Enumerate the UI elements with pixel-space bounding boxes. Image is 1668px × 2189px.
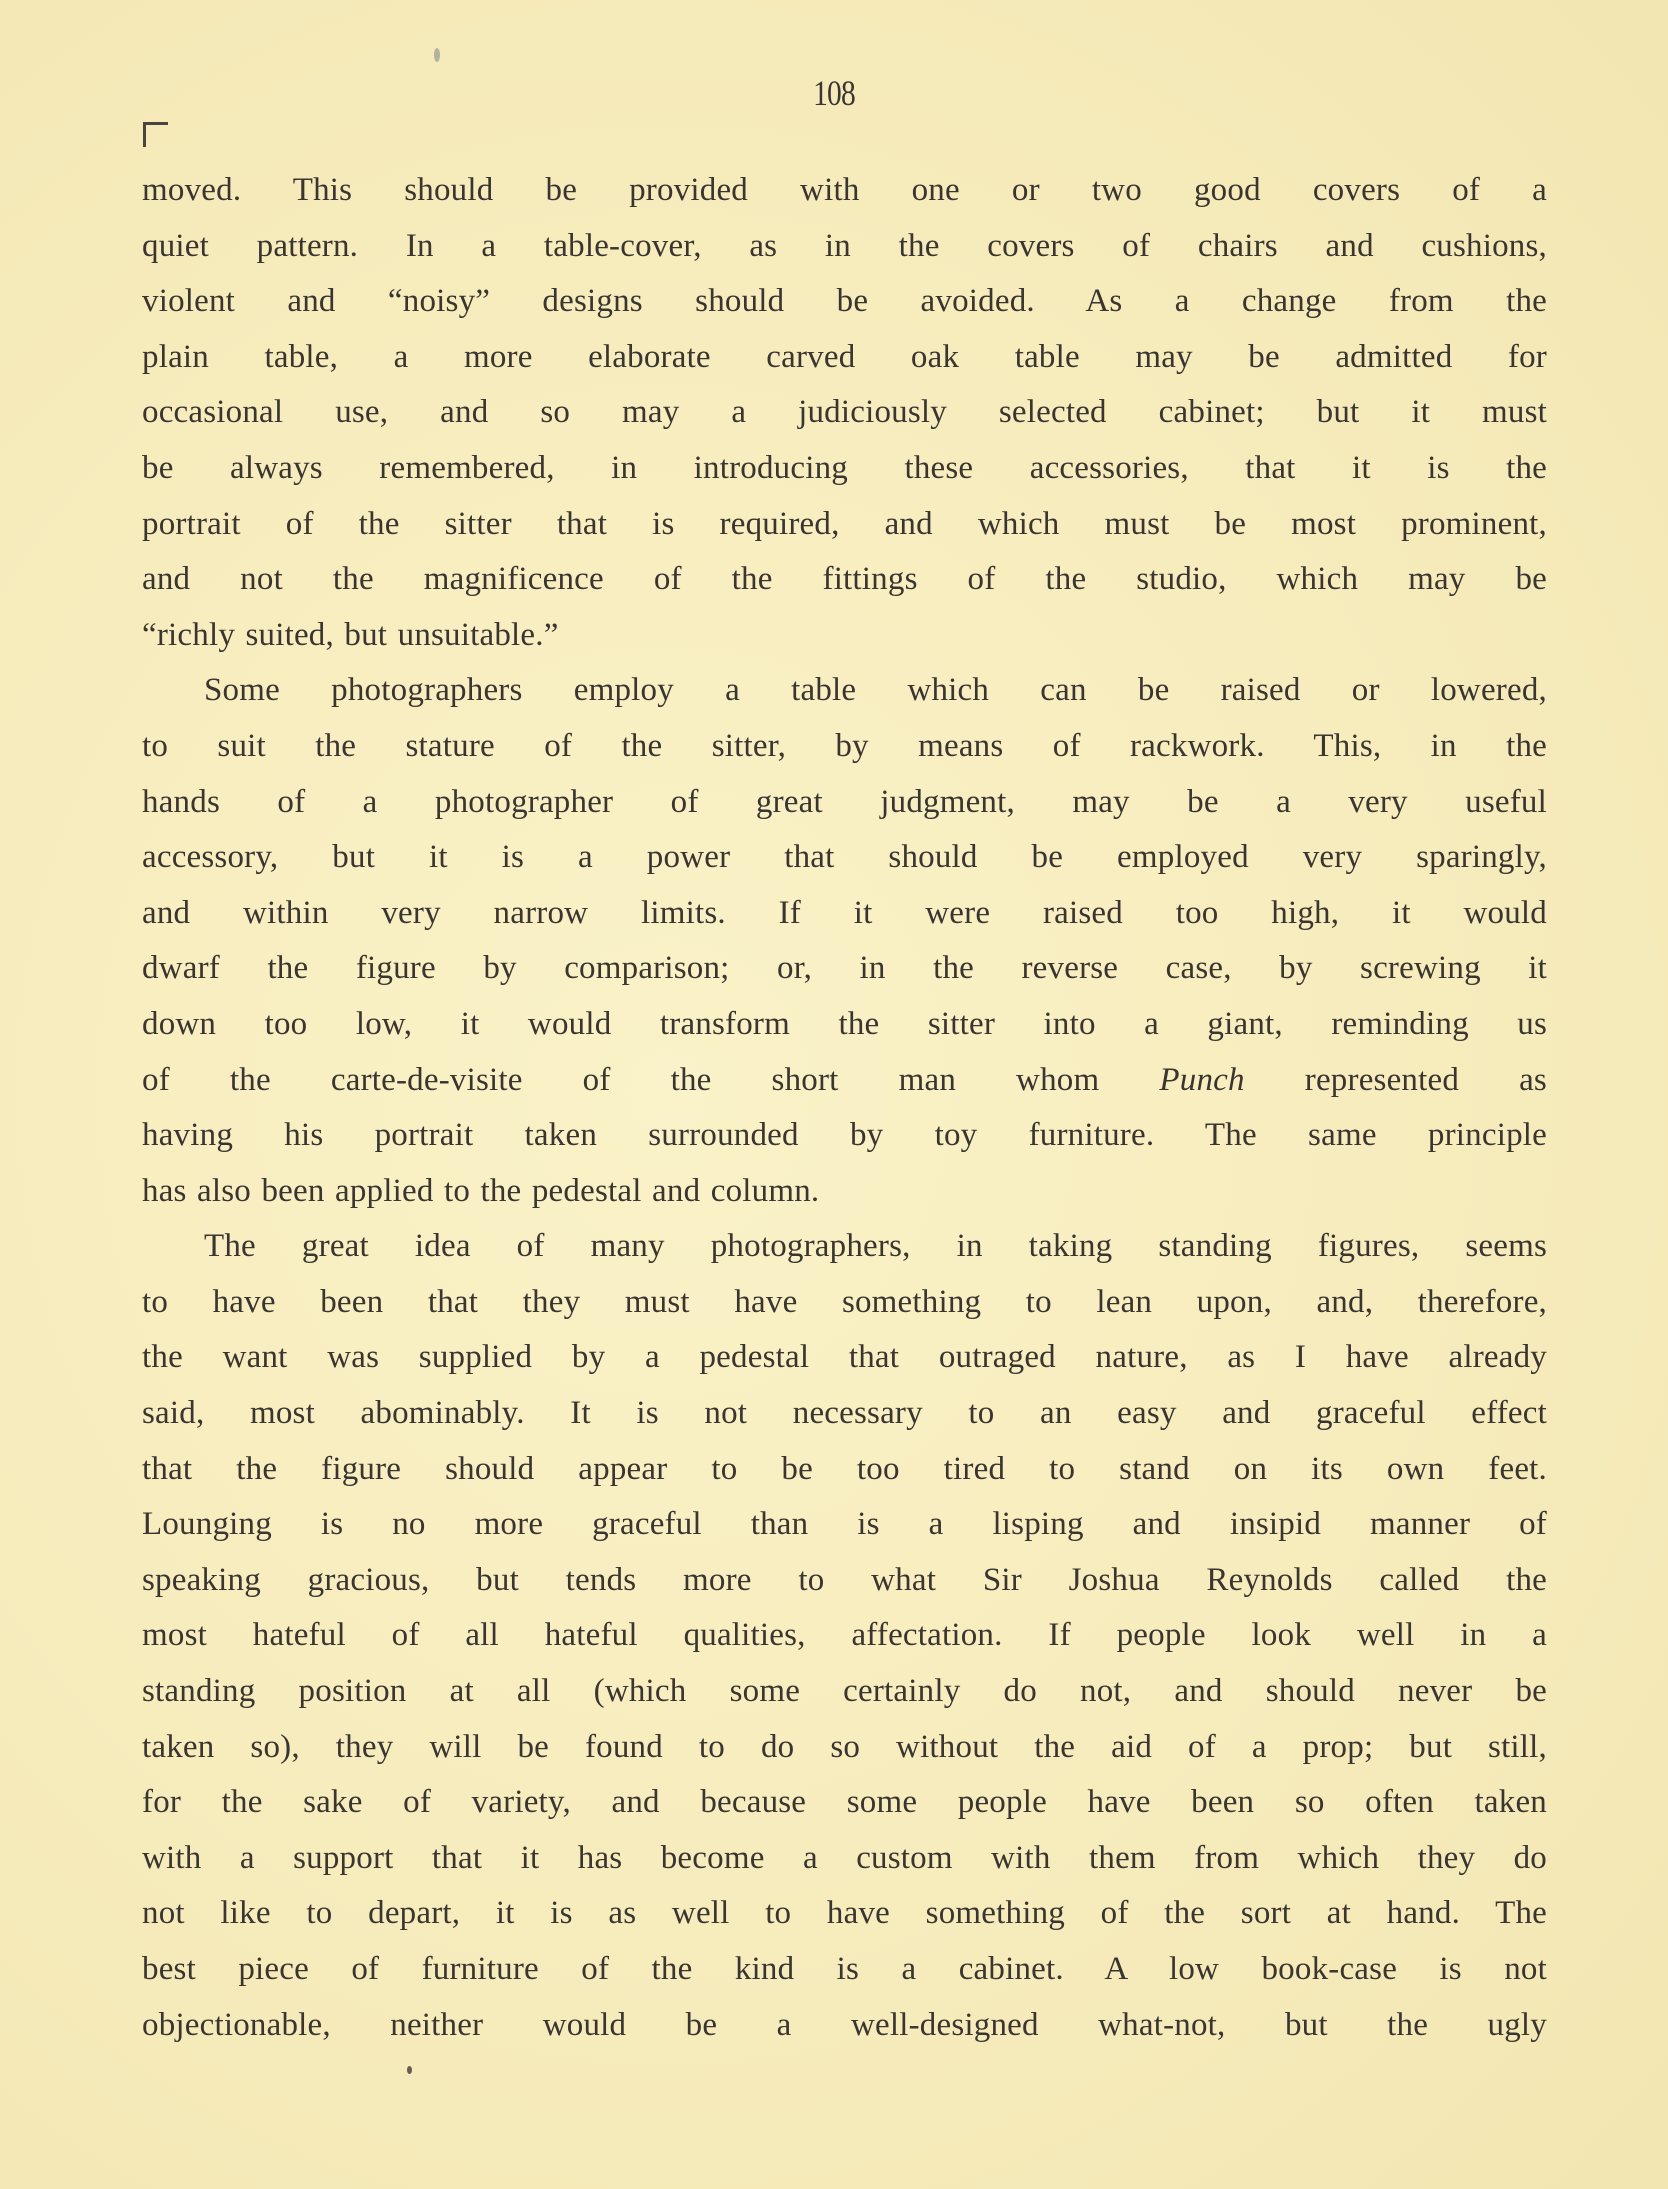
text-line: to suit the stature of the sitter, by means of rackwork. This, in the: [142, 727, 1547, 764]
text-line: quiet pattern. In a table-cover, as in the covers of chairs and cushions,: [142, 227, 1547, 264]
text-line: plain table, a more elaborate carved oak table may be admitted for: [142, 338, 1547, 375]
text-line: taken so), they will be found to do so without the aid of a prop; but still,: [142, 1728, 1547, 1765]
text-line: most hateful of all hateful qualities, affectation. If people look well in a: [142, 1617, 1547, 1654]
text-line: that the figure should appear to be too tired to stand on its own feet.: [142, 1450, 1547, 1487]
text-line: portrait of the sitter that is required, and which must be most prominent,: [142, 505, 1547, 542]
page-number: 108: [813, 73, 855, 113]
text-line: to have been that they must have something to lean upon, and, therefore,: [142, 1283, 1547, 1320]
text-line: occasional use, and so may a judiciously selected cabinet; but it must: [142, 394, 1547, 431]
text-line: hands of a photographer of great judgment, may be a very useful: [142, 783, 1547, 820]
scan-dot: [407, 2066, 412, 2074]
italic-title: Punch: [1159, 1061, 1245, 1098]
text-line: be always remembered, in introducing these accessories, that it is the: [142, 449, 1547, 486]
text-line: with a support that it has become a custom with them from which they do: [142, 1839, 1547, 1876]
corner-mark-icon: [143, 122, 168, 147]
text-line: [142, 1053, 1547, 1109]
body-text: [142, 163, 1547, 2053]
text-line: moved. This should be provided with one or two good covers of a: [142, 172, 1547, 208]
scan-smudge: [434, 48, 440, 62]
text-line: and not the magnificence of the fittings of the studio, which may be: [142, 561, 1547, 598]
text-segment: of the carte-de-visite of the short man whom: [142, 1061, 1160, 1098]
text-line: Some photographers employ a table which can be raised or lowered,: [204, 672, 1547, 709]
text-line: the want was supplied by a pedestal that outraged nature, as I have already: [142, 1339, 1547, 1376]
text-line: and within very narrow limits. If it were raised too high, it would: [142, 894, 1547, 931]
text-line: dwarf the figure by comparison; or, in the reverse case, by screwing it: [142, 950, 1547, 987]
text-line: speaking gracious, but tends more to what Sir Joshua Reynolds called the: [142, 1561, 1547, 1598]
text-line: having his portrait taken surrounded by toy furniture. The same principle: [142, 1117, 1547, 1154]
text-line: “richly suited, but unsuitable.”: [142, 616, 559, 653]
text-line: best piece of furniture of the kind is a cabinet. A low book-case is not: [142, 1951, 1547, 1987]
text-line: said, most abominably. It is not necessary to an easy and graceful effect: [142, 1395, 1547, 1432]
text-line: has also been applied to the pedestal and column.: [142, 1172, 820, 1209]
text-line: The great idea of many photographers, in taking standing figures, seems: [204, 1228, 1547, 1265]
text-line: accessory, but it is a power that should be employed very sparingly,: [142, 839, 1547, 876]
text-line: down too low, it would transform the sitter into a giant, reminding us: [142, 1005, 1547, 1042]
text-line: objectionable, neither would be a well-designed what-not, but the ugly: [142, 2006, 1547, 2043]
text-line: not like to depart, it is as well to have something of the sort at hand. The: [142, 1895, 1547, 1932]
text-line: for the sake of variety, and because some people have been so often taken: [142, 1784, 1547, 1821]
text-line: Lounging is no more graceful than is a lisping and insipid manner of: [142, 1506, 1547, 1543]
text-line: violent and “noisy” designs should be avoided. As a change from the: [142, 283, 1547, 320]
text-segment: represented as: [1244, 1061, 1547, 1098]
text-line: standing position at all (which some certainly do not, and should never be: [142, 1673, 1547, 1710]
